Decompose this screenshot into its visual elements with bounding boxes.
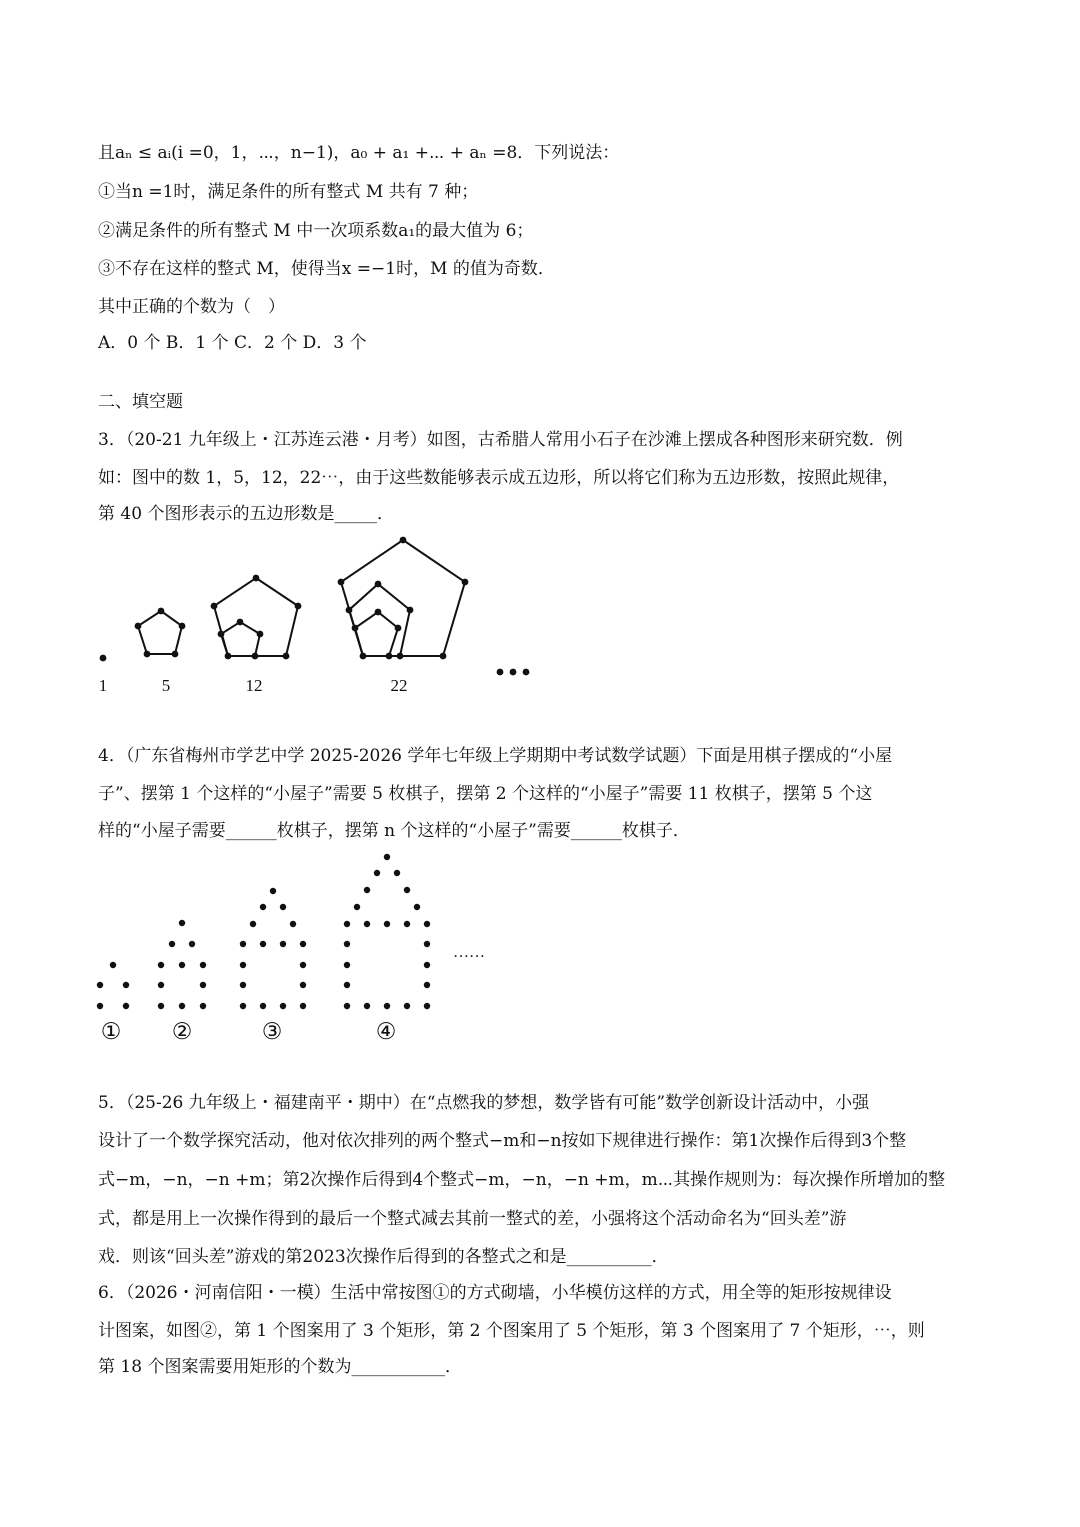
q3-line-2: 如：图中的数 1，5，12，22⋯，由于这些数能够表示成五边形，所以将它们称为五边形数，按照此规律， bbox=[98, 468, 900, 488]
q5-line-1: 5．（25-26 九年级上・福建南平・期中）在“点燃我的梦想，数学皆有可能”数学创新设计活动中，小强 bbox=[98, 1093, 870, 1113]
q2-question: 其中正确的个数为（ ） bbox=[98, 297, 285, 317]
pentagonal-numbers-figure bbox=[0, 530, 1080, 700]
figure-label: 1 bbox=[98, 676, 108, 695]
q2-condition-line: 且aₙ ≤ aᵢ(i =0，1，⋯，n−1)，a₀ + a₁ +⋯ + aₙ =8．下列说法： bbox=[98, 143, 620, 163]
figure-label: ② bbox=[171, 1019, 193, 1044]
figure-label: 12 bbox=[245, 676, 263, 695]
figure-label: ③ bbox=[261, 1019, 283, 1044]
q6-line-1: 6．（2026・河南信阳・一模）生活中常按图①的方式砌墙，小华模仿这样的方式，用全等的矩形按规律设 bbox=[98, 1283, 892, 1303]
q4-line-2: 子”、摆第 1 个这样的“小屋子”需要 5 枚棋子，摆第 2 个这样的“小屋子”需要 11 枚棋子，摆第 5 个这 bbox=[98, 784, 873, 804]
q2-statement-1: ①当n =1时，满足条件的所有整式 M 共有 7 种； bbox=[98, 182, 479, 202]
q3-line-3: 第 40 个图形表示的五边形数是_____． bbox=[98, 504, 394, 524]
q2-options: A．0 个 B．1 个 C．2 个 D．3 个 bbox=[98, 333, 367, 353]
q4-line-3: 样的“小屋子需要______枚棋子，摆第 n 个这样的“小屋子”需要______枚棋子． bbox=[98, 821, 690, 841]
q5-line-5: 戏．则该“回头差”游戏的第2023次操作后得到的各整式之和是__________． bbox=[98, 1247, 669, 1267]
q2-statement-3: ③不存在这样的整式 M，使得当x =−1时，M 的值为奇数． bbox=[98, 259, 555, 279]
q2-statement-2: ②满足条件的所有整式 M 中一次项系数a₁的最大值为 6； bbox=[98, 221, 534, 241]
q5-line-3: 式−m，−n，−n +m；第2次操作后得到4个整式−m，−n，−n +m，m⋯其操作规则为：每次操作所增加的整 bbox=[98, 1170, 946, 1190]
figure-label: 22 bbox=[390, 676, 408, 695]
q6-line-3: 第 18 个图案需要用矩形的个数为___________． bbox=[98, 1357, 462, 1377]
q5-line-2: 设计了一个数学探究活动，他对依次排列的两个整式−m和−n按如下规律进行操作：第1次操作后得到3个整 bbox=[98, 1131, 907, 1151]
house-dots-figure bbox=[0, 845, 1080, 1045]
q4-line-1: 4．（广东省梅州市学艺中学 2025-2026 学年七年级上学期期中考试数学试题）下面是用棋子摆成的“小屋 bbox=[98, 746, 893, 766]
figure-label: ① bbox=[100, 1019, 122, 1044]
section-title: 二、填空题 bbox=[98, 392, 183, 412]
q5-line-4: 式，都是用上一次操作得到的最后一个整式减去其前一整式的差，小强将这个活动命名为“回头差”游 bbox=[98, 1209, 847, 1229]
q3-line-1: 3．（20-21 九年级上・江苏连云港・月考）如图，古希腊人常用小石子在沙滩上摆成各种图形来研究数．例 bbox=[98, 430, 903, 450]
figure-ellipsis: …… bbox=[453, 944, 485, 961]
figure-label: ④ bbox=[375, 1019, 397, 1044]
figure-label: 5 bbox=[161, 676, 171, 695]
q6-line-2: 计图案，如图②，第 1 个图案用了 3 个矩形，第 2 个图案用了 5 个矩形，第 3 个图案用了 7 个矩形，⋯，则 bbox=[98, 1321, 925, 1341]
